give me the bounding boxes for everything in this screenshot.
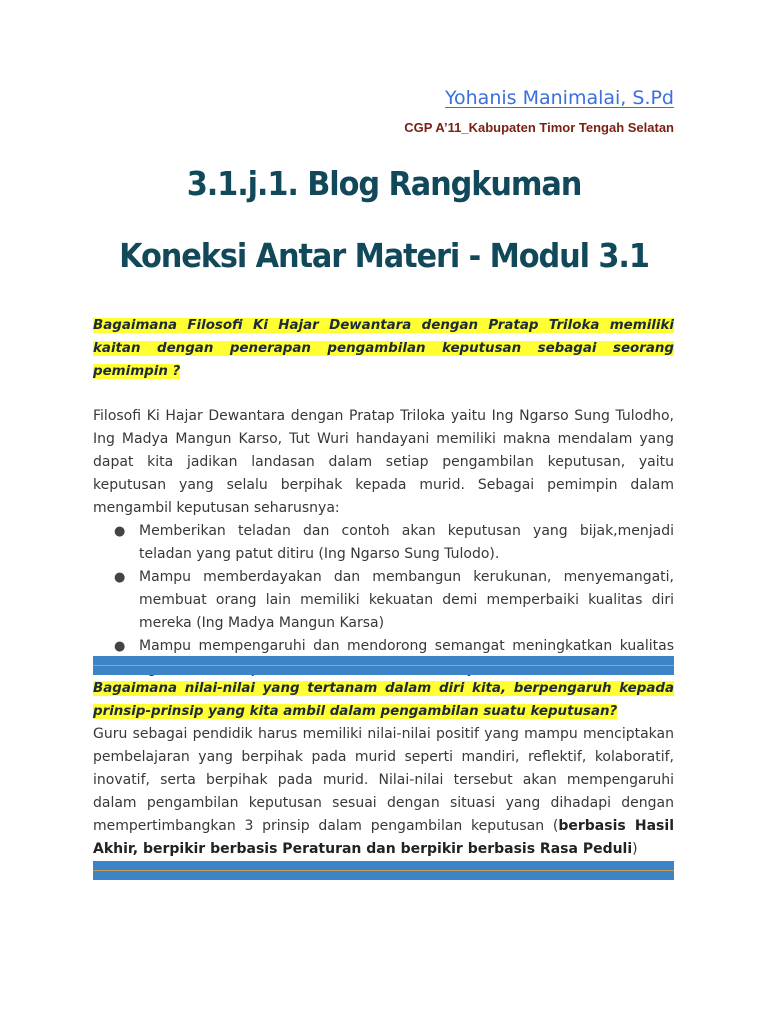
section-2: [93, 677, 674, 861]
section-2-paragraph-text: Guru sebagai pendidik harus memiliki nilai-nilai positif yang mampu menciptakan pembelajaran yang berpihak pada murid seperti mandiri, reflektif, kolaboratif, inovatif, serta berpihak pada murid. Nilai-nilai tersebut akan mempengaruhi dalam pengambilan keputusan sesuai dengan situasi yang dihadapi dengan mempertimbangkan 3 prinsip dalam pengambilan keputusan (: [93, 726, 674, 834]
divider-line: [93, 870, 674, 871]
list-item-text: Mampu memberdayakan dan membangun kerukunan, menyemangati, membuat orang lain memiliki kekuatan demi memperbaiki kualitas diri mereka (Ing Madya Mangun Karsa): [139, 569, 674, 631]
author-affiliation: CGP A’11_Kabupaten Timor Tengah Selatan: [404, 120, 674, 135]
title-line-1: 3.1.j.1. Blog Rangkuman: [186, 164, 582, 203]
section-divider-1: [93, 656, 674, 675]
section-divider-2: [93, 861, 674, 880]
title-line-2: Koneksi Antar Materi - Modul 3.1: [119, 236, 649, 275]
list-item-text: Mampu mempengaruhi dan mendorong semangat meningkatkan kualitas: [139, 638, 674, 654]
divider-line: [93, 665, 674, 666]
section-1-question-text: Bagaimana Filosofi Ki Hajar Dewantara dengan Pratap Triloka memiliki kaitan dengan penerapan pengambilan keputusan sebagai seorang pemimpin ?: [93, 318, 674, 379]
section-2-paragraph-bold: berbasis Hasil Akhir, berpikir berbasis Peraturan dan berpikir berbasis Rasa Peduli: [93, 818, 674, 857]
section-2-question: [93, 677, 674, 723]
section-2-paragraph: [93, 723, 674, 861]
list-item: [93, 566, 674, 635]
bullet-icon: ●: [114, 524, 126, 539]
bullet-icon: ●: [114, 639, 126, 654]
list-item-text: Memberikan teladan dan contoh akan keputusan yang bijak,menjadi teladan yang patut ditiru (Ing Ngarso Sung Tulodo).: [139, 523, 674, 562]
section-2-question-text: Bagaimana nilai-nilai yang tertanam dalam diri kita, berpengaruh kepada prinsip-prinsip yang kita ambil dalam pengambilan suatu keputusan?: [93, 681, 674, 719]
section-1-paragraph: Filosofi Ki Hajar Dewantara dengan Pratap Triloka yaitu Ing Ngarso Sung Tulodho, Ing Madya Mangun Karso, Tut Wuri handayani memiliki makna mendalam yang dapat kita jadikan landasan dalam setiap pengambilan keputusan, yaitu keputusan yang selalu berpihak kepada murid. Sebagai pemimpin dalam mengambil keputusan seharusnya:: [93, 408, 674, 516]
section-1: [93, 314, 674, 681]
bullet-icon: ●: [114, 570, 126, 585]
list-item: [93, 520, 674, 566]
author-name-link[interactable]: Yohanis Manimalai, S.Pd: [444, 87, 674, 109]
section-1-question: [93, 314, 674, 383]
section-2-paragraph-end: ): [632, 841, 638, 857]
